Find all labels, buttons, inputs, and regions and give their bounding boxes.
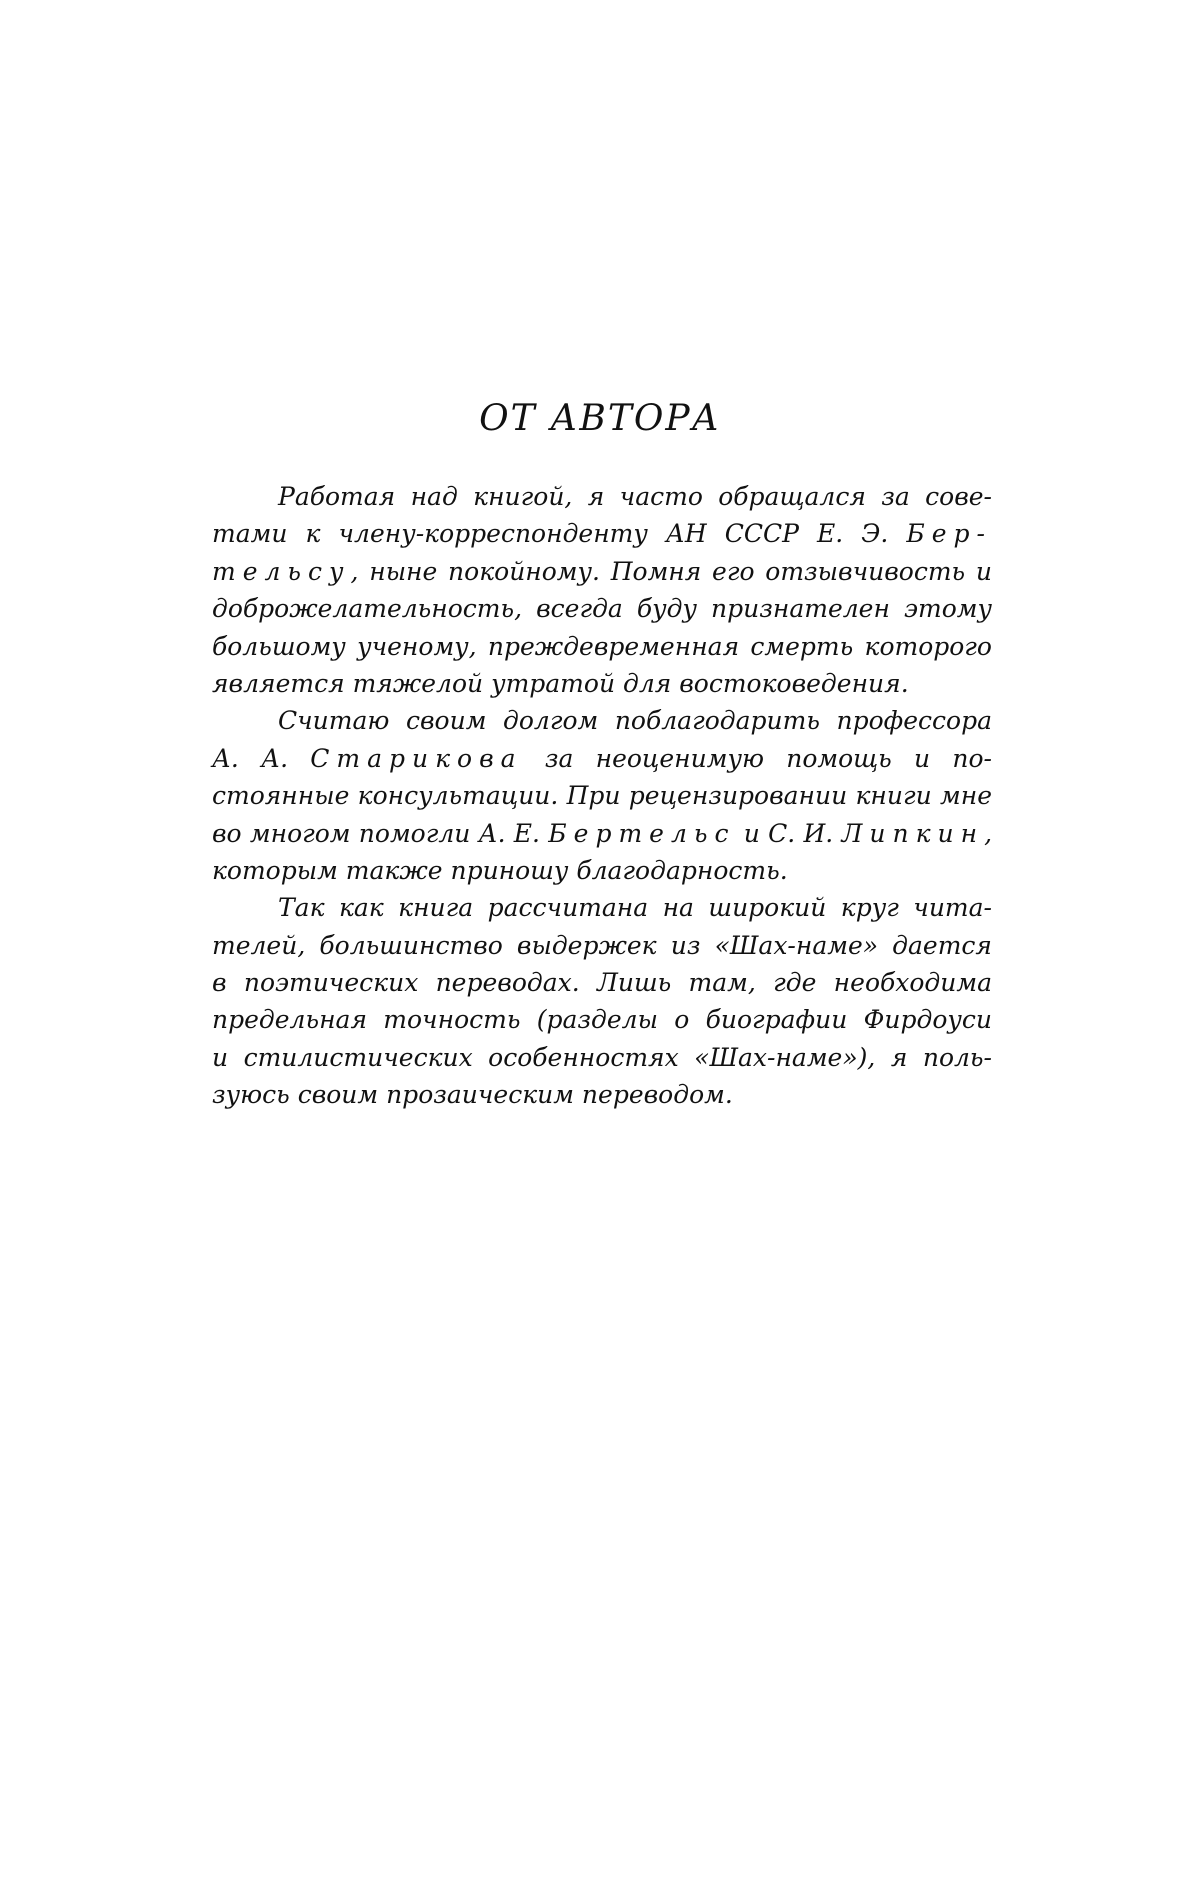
text-segment: доброжелательность, всегда буду признателен этому <box>212 594 992 624</box>
text-segment: которым также приношу благодарность. <box>212 855 788 885</box>
page-heading: ОТ АВТОРА <box>479 398 721 439</box>
spaced-name: Бер- <box>906 519 992 549</box>
text-segment: Так как книга рассчитана на широкий круг чита- <box>278 893 992 923</box>
text-segment: является тяжелой утратой для востоковедения. <box>212 668 909 698</box>
text-segment: предельная точность (разделы о биографии Фирдоуси <box>212 1005 992 1035</box>
paragraph <box>212 889 992 1113</box>
text-line <box>212 852 992 889</box>
text-segment: и С. И. <box>735 818 842 848</box>
text-segment: и стилистических особенностях «Шах-наме»), я поль- <box>212 1042 992 1072</box>
text-line <box>212 590 992 627</box>
text-segment: за неоценимую помощь и по- <box>522 743 993 773</box>
text-segment: зуюсь своим прозаическим переводом. <box>212 1080 733 1110</box>
text-segment: большому ученому, преждевременная смерть которого <box>212 631 992 661</box>
text-line <box>212 665 992 702</box>
text-line <box>212 515 992 552</box>
text-line <box>212 889 992 926</box>
spaced-name: Старикова <box>310 743 523 773</box>
text-segment: , ныне покойному. Помня его отзывчивость и <box>350 556 992 586</box>
text-segment: А. А. <box>212 743 311 773</box>
text-line <box>212 553 992 590</box>
text-line <box>212 964 992 1001</box>
text-segment: тами к члену-корреспонденту АН СССР Е. Э. <box>212 519 907 549</box>
text-segment: , <box>984 818 993 848</box>
text-segment: Работая над книгой, я часто обращался за сове- <box>278 482 992 511</box>
text-line <box>212 815 992 852</box>
paragraph <box>212 478 992 702</box>
text-line <box>212 777 992 814</box>
text-segment: в поэтических переводах. Лишь там, где необходима <box>212 968 992 998</box>
text-line <box>212 927 992 964</box>
text-segment: стоянные консультации. При рецензировании книги мне <box>212 781 992 811</box>
text-line <box>212 478 992 515</box>
text-segment: во многом помогли А. Е. <box>212 818 549 848</box>
text-line <box>212 740 992 777</box>
spaced-name: Липкин <box>841 818 985 848</box>
paragraph <box>212 702 992 889</box>
text-line <box>212 702 992 739</box>
spaced-name: тельсу <box>212 556 351 586</box>
text-line <box>212 628 992 665</box>
text-segment: Считаю своим долгом поблагодарить профессора <box>278 706 992 736</box>
author-note-text <box>212 478 992 1114</box>
text-line <box>212 1001 992 1038</box>
spaced-name: Бертельс <box>548 818 736 848</box>
text-segment: телей, большинство выдержек из «Шах-наме» дается <box>212 930 992 960</box>
text-line <box>212 1039 992 1076</box>
text-line <box>212 1076 992 1113</box>
